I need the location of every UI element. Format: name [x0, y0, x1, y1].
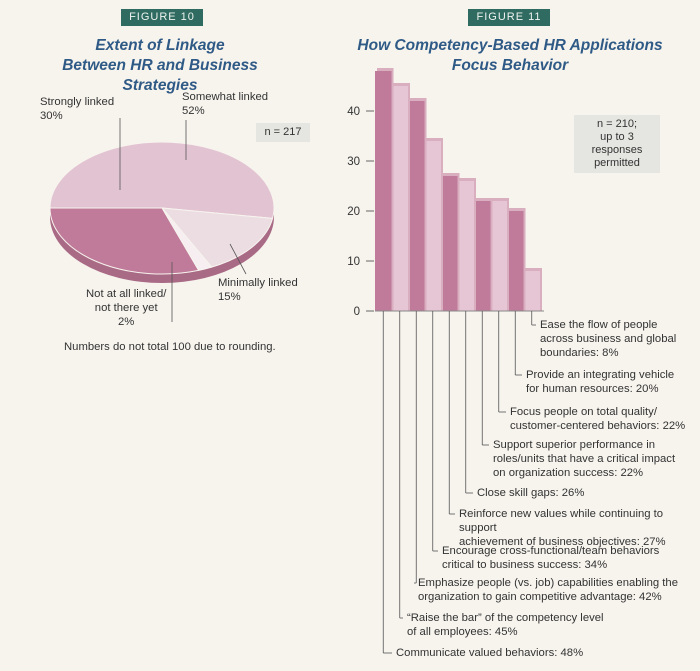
bar-label-line: achievement of business objectives: 27%: [459, 536, 666, 548]
pie-slice-label: [218, 276, 298, 304]
bar: [507, 211, 524, 311]
y-tick-label: 20: [347, 206, 360, 218]
bar-label-line: Reinforce new values while continuing to support: [459, 508, 664, 534]
bar-label-line: Communicate valued behaviors: 48%: [396, 647, 584, 659]
pie-slice-label-line: 52%: [182, 105, 205, 117]
pie-slice-label: [40, 95, 114, 123]
bar-label: [540, 318, 676, 360]
bar-label-line: across business and global: [540, 333, 677, 345]
y-tick-label: 30: [347, 156, 360, 168]
bar-label-line: Support superior performance in: [493, 439, 656, 451]
pie-slice-label-line: 15%: [218, 291, 241, 303]
pie-slice-label-line: Minimally linked: [218, 277, 298, 289]
bar-label-line: Encourage cross-functional/team behaviors: [442, 545, 660, 557]
y-tick-label: 10: [347, 256, 360, 268]
bar-label-line: critical to business success: 34%: [442, 559, 608, 571]
y-tick-label: 0: [353, 306, 360, 318]
bar-label-line: for human resources: 20%: [526, 383, 659, 395]
bar: [375, 71, 392, 311]
figure-10-sample-size: n = 217: [256, 123, 310, 142]
bar: [491, 201, 508, 311]
bar-label-line: on organization success: 22%: [493, 467, 644, 479]
y-tick-label: 40: [347, 106, 360, 118]
bar-label: [493, 438, 675, 480]
bar-label: [477, 486, 584, 500]
pie-slice-label-line: 2%: [118, 316, 135, 328]
bar: [458, 181, 475, 311]
figure-10-title-line: Extent of Linkage: [95, 37, 225, 54]
pie-slice: [50, 142, 274, 218]
bar-label-line: Provide an integrating vehicle: [526, 369, 675, 381]
bar: [474, 201, 491, 311]
bar-label: [510, 405, 685, 433]
pie-slice-label-line: Somewhat linked: [182, 91, 269, 103]
bar-label-line: organization to gain competitive advantage: 42%: [418, 591, 662, 603]
bar-label-line: Emphasize people (vs. job) capabilities enabling the: [418, 577, 678, 589]
bar-label-line: Ease the flow of people: [540, 319, 658, 331]
pie-slice-label-line: 30%: [40, 110, 63, 122]
pie-slice-label: [86, 287, 166, 329]
figure-10-tag: FIGURE 10: [121, 9, 203, 26]
figure-11-sample-size-line: n = 210;: [596, 118, 638, 130]
bar-label-line: roles/units that have a critical impact: [493, 453, 676, 465]
bar: [441, 176, 458, 311]
bar-label: [407, 611, 604, 639]
bar-label-line: Close skill gaps: 26%: [477, 487, 585, 499]
bar-label-line: Focus people on total quality/: [510, 406, 657, 418]
figure-11-sample-size-line: permitted: [594, 157, 640, 169]
bar-label-line: “Raise the bar” of the competency level: [407, 612, 604, 624]
bar-label: [396, 646, 583, 660]
bar-label-line: boundaries: 8%: [540, 347, 619, 359]
figure-10-title-line: Between HR and Business Strategies: [62, 57, 258, 94]
bar: [524, 271, 541, 311]
bar-label: [418, 576, 678, 604]
bar: [425, 141, 442, 311]
figure-11-title-line: Focus Behavior: [451, 57, 569, 74]
bar-label-line: of all employees: 45%: [407, 626, 518, 638]
figure-11-title-line: How Competency-Based HR Applications: [357, 37, 663, 54]
figure-10-note: Numbers do not total 100 due to rounding.: [64, 341, 276, 353]
bar: [408, 101, 425, 311]
figure-11-sample-size-line: up to 3 responses: [591, 131, 643, 156]
bar-label: [459, 507, 700, 549]
figure-11-tag: FIGURE 11: [468, 9, 550, 26]
bar-label: [526, 368, 674, 396]
pie-slice-label: [182, 90, 268, 118]
bar-label-line: customer-centered behaviors: 22%: [510, 420, 686, 432]
pie-slice-label-line: not there yet: [94, 302, 158, 314]
pie-slice-label-line: Not at all linked/: [86, 288, 167, 300]
pie-slice-label-line: Strongly linked: [40, 96, 115, 108]
bar: [392, 86, 409, 311]
